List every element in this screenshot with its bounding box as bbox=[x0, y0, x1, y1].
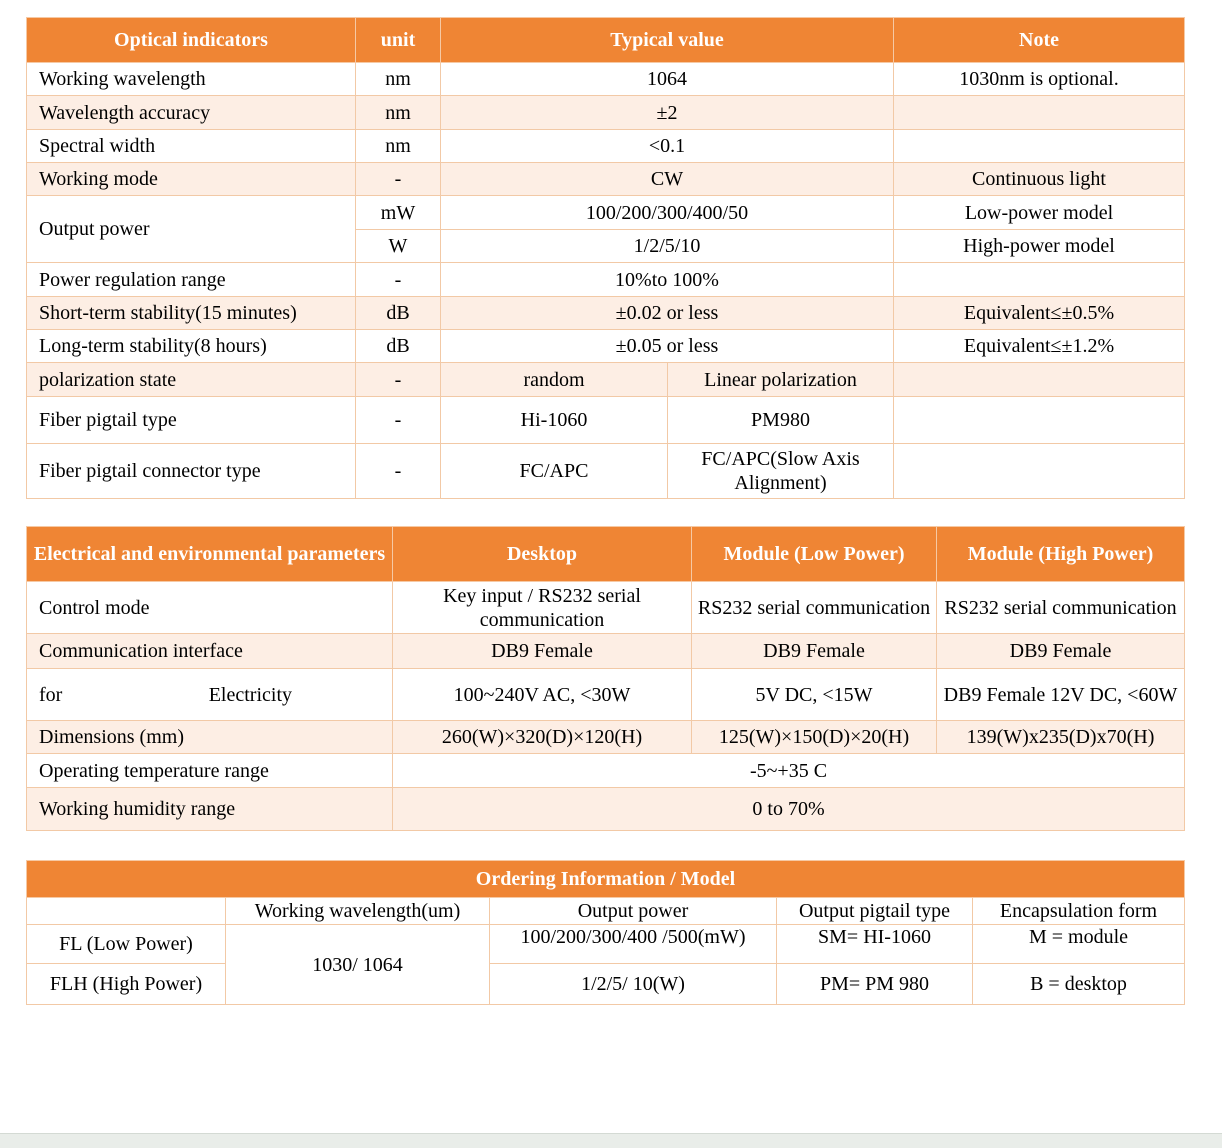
high-power-cell: 139(W)x235(D)x70(H) bbox=[937, 721, 1185, 754]
high-power-cell: DB9 Female 12V DC, <60W bbox=[937, 669, 1185, 721]
table-row bbox=[27, 330, 1185, 363]
model-flh: FLH (High Power) bbox=[27, 964, 226, 1005]
value-a-cell: Hi-1060 bbox=[441, 397, 668, 444]
value-cell: CW bbox=[441, 163, 894, 196]
value-a-cell: random bbox=[441, 363, 668, 397]
param-cell: Working wavelength bbox=[27, 63, 356, 96]
param-cell: polarization state bbox=[27, 363, 356, 397]
pigtail-pm-cell: PM= PM 980 bbox=[777, 964, 973, 1005]
ordering-title: Ordering Information / Model bbox=[27, 861, 1185, 898]
value-cell: <0.1 bbox=[441, 130, 894, 163]
high-power-cell: RS232 serial communication bbox=[937, 582, 1185, 634]
table-row bbox=[27, 634, 1185, 669]
encapsulation-module-cell: M = module bbox=[973, 925, 1185, 964]
param-cell: Fiber pigtail type bbox=[27, 397, 356, 444]
table-row bbox=[27, 263, 1185, 297]
unit-cell: - bbox=[356, 444, 441, 499]
electricity-label-for: for bbox=[39, 683, 63, 706]
value-b-cell: PM980 bbox=[668, 397, 894, 444]
param-cell: Operating temperature range bbox=[27, 754, 393, 788]
table-row bbox=[27, 63, 1185, 96]
column-encapsulation-form: Encapsulation form bbox=[973, 898, 1185, 925]
param-cell: Control mode bbox=[27, 582, 393, 634]
table-row bbox=[27, 163, 1185, 196]
desktop-cell: DB9 Female bbox=[393, 634, 692, 669]
ordering-information-table bbox=[26, 860, 1185, 1005]
note-cell: 1030nm is optional. bbox=[894, 63, 1185, 96]
table-row bbox=[27, 397, 1185, 444]
value-cell: 10%to 100% bbox=[441, 263, 894, 297]
table-row bbox=[27, 582, 1185, 634]
table-header-row bbox=[27, 18, 1185, 63]
value-b-cell: Linear polarization bbox=[668, 363, 894, 397]
power-high-cell: 1/2/5/ 10(W) bbox=[490, 964, 777, 1005]
value-cell: 1/2/5/10 bbox=[441, 230, 894, 263]
note-cell bbox=[894, 263, 1185, 297]
param-cell: Working humidity range bbox=[27, 788, 393, 831]
table-row bbox=[27, 669, 1185, 721]
electricity-label-word: Electricity bbox=[208, 683, 292, 706]
value-b-cell: FC/APC(Slow Axis Alignment) bbox=[668, 444, 894, 499]
header-optical-indicators: Optical indicators bbox=[27, 18, 356, 63]
table-row bbox=[27, 721, 1185, 754]
unit-cell: - bbox=[356, 397, 441, 444]
table-row bbox=[27, 297, 1185, 330]
table-row bbox=[27, 130, 1185, 163]
param-cell: Wavelength accuracy bbox=[27, 96, 356, 130]
column-output-pigtail-type: Output pigtail type bbox=[777, 898, 973, 925]
column-working-wavelength: Working wavelength(um) bbox=[226, 898, 490, 925]
header-desktop: Desktop bbox=[393, 527, 692, 582]
table-row bbox=[27, 754, 1185, 788]
desktop-cell: Key input / RS232 serial communication bbox=[393, 582, 692, 634]
unit-cell: nm bbox=[356, 130, 441, 163]
encapsulation-desktop-cell: B = desktop bbox=[973, 964, 1185, 1005]
pigtail-sm-cell: SM= HI-1060 bbox=[777, 925, 973, 964]
param-cell: Output power bbox=[27, 196, 356, 263]
param-cell: Power regulation range bbox=[27, 263, 356, 297]
table-row bbox=[27, 898, 1185, 925]
note-cell bbox=[894, 130, 1185, 163]
note-cell: Continuous light bbox=[894, 163, 1185, 196]
param-cell: Dimensions (mm) bbox=[27, 721, 393, 754]
value-cell: -5~+35 C bbox=[393, 754, 1185, 788]
model-fl: FL (Low Power) bbox=[27, 925, 226, 964]
table-row bbox=[27, 444, 1185, 499]
high-power-cell: DB9 Female bbox=[937, 634, 1185, 669]
column-output-power: Output power bbox=[490, 898, 777, 925]
header-unit: unit bbox=[356, 18, 441, 63]
unit-cell: dB bbox=[356, 330, 441, 363]
value-cell: ±0.02 or less bbox=[441, 297, 894, 330]
unit-cell: - bbox=[356, 363, 441, 397]
note-cell bbox=[894, 96, 1185, 130]
header-module-high-power: Module (High Power) bbox=[937, 527, 1185, 582]
electrical-parameters-table bbox=[26, 526, 1185, 831]
header-note: Note bbox=[894, 18, 1185, 63]
unit-cell: - bbox=[356, 263, 441, 297]
note-cell: Low-power model bbox=[894, 196, 1185, 230]
note-cell: High-power model bbox=[894, 230, 1185, 263]
unit-cell: - bbox=[356, 163, 441, 196]
table-header-row bbox=[27, 861, 1185, 898]
table-header-row bbox=[27, 527, 1185, 582]
wavelength-cell: 1030/ 1064 bbox=[226, 925, 490, 1005]
value-cell: 1064 bbox=[441, 63, 894, 96]
note-cell bbox=[894, 363, 1185, 397]
header-typical-value: Typical value bbox=[441, 18, 894, 63]
param-cell bbox=[27, 669, 393, 721]
low-power-cell: RS232 serial communication bbox=[692, 582, 937, 634]
value-cell: ±0.05 or less bbox=[441, 330, 894, 363]
header-electrical-parameters: Electrical and environmental parameters bbox=[27, 527, 393, 582]
desktop-cell: 100~240V AC, <30W bbox=[393, 669, 692, 721]
value-cell: 0 to 70% bbox=[393, 788, 1185, 831]
power-low-cell: 100/200/300/400 /500(mW) bbox=[490, 925, 777, 964]
unit-cell: dB bbox=[356, 297, 441, 330]
unit-cell: W bbox=[356, 230, 441, 263]
value-cell: ±2 bbox=[441, 96, 894, 130]
header-module-low-power: Module (Low Power) bbox=[692, 527, 937, 582]
unit-cell: mW bbox=[356, 196, 441, 230]
value-a-cell: FC/APC bbox=[441, 444, 668, 499]
note-cell: Equivalent≤±0.5% bbox=[894, 297, 1185, 330]
desktop-cell: 260(W)×320(D)×120(H) bbox=[393, 721, 692, 754]
note-cell bbox=[894, 397, 1185, 444]
param-cell: Short-term stability(15 minutes) bbox=[27, 297, 356, 330]
unit-cell: nm bbox=[356, 63, 441, 96]
param-cell: Communication interface bbox=[27, 634, 393, 669]
value-cell: 100/200/300/400/50 bbox=[441, 196, 894, 230]
table-row bbox=[27, 196, 1185, 230]
param-cell: Working mode bbox=[27, 163, 356, 196]
note-cell bbox=[894, 444, 1185, 499]
optical-indicators-table bbox=[26, 17, 1185, 499]
table-row bbox=[27, 964, 1185, 1005]
note-cell: Equivalent≤±1.2% bbox=[894, 330, 1185, 363]
low-power-cell: 5V DC, <15W bbox=[692, 669, 937, 721]
table-row bbox=[27, 363, 1185, 397]
electricity-label bbox=[39, 683, 388, 707]
low-power-cell: DB9 Female bbox=[692, 634, 937, 669]
table-row bbox=[27, 788, 1185, 831]
param-cell: Long-term stability(8 hours) bbox=[27, 330, 356, 363]
footer-bar bbox=[0, 1133, 1222, 1148]
low-power-cell: 125(W)×150(D)×20(H) bbox=[692, 721, 937, 754]
unit-cell: nm bbox=[356, 96, 441, 130]
table-row bbox=[27, 925, 1185, 964]
empty-cell bbox=[27, 898, 226, 925]
param-cell: Fiber pigtail connector type bbox=[27, 444, 356, 499]
table-row bbox=[27, 96, 1185, 130]
param-cell: Spectral width bbox=[27, 130, 356, 163]
